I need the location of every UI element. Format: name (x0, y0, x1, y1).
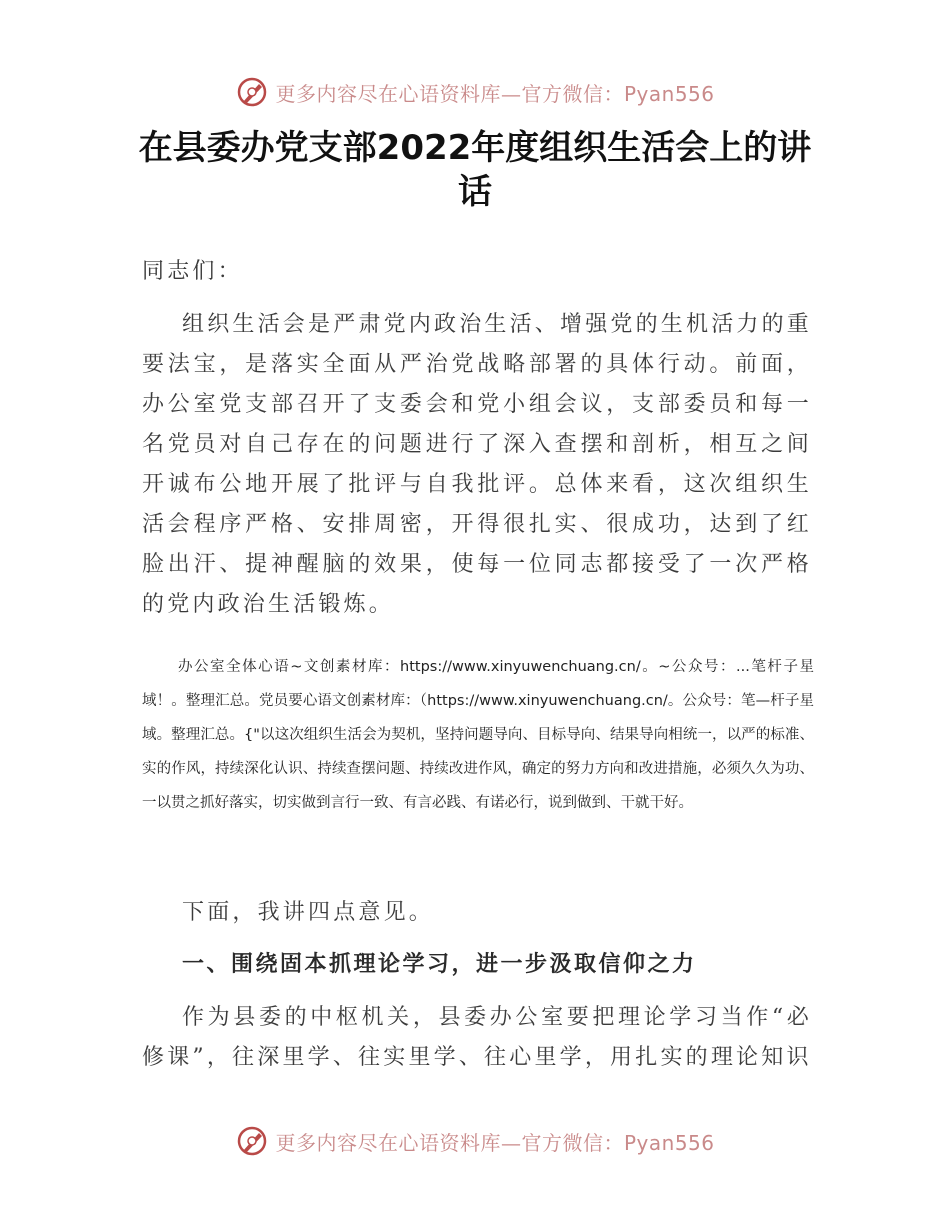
footer-watermark (0, 1121, 950, 1161)
header-watermark (0, 72, 950, 112)
watermark-handle: Pyan556 (623, 81, 715, 106)
watermark-text: 更多内容尽在心语资料库—官方微信：Pyan556 (275, 81, 715, 106)
paragraph-1: 组织生活会是严肃党内政治生活、增强党的生机活力的重要法宝，是落实全面从严治党战略部署的具体行动。前面，办公室党支部召开了支委会和党小组会议，支部委员和每一名党员对自己存在的问题进行了深入查摆和剖析，相互之间开诚布公地开展了批评与自我批评。总体来看，这次组织生活会程序严格、安排周密，开得很扎实、很成功，达到了红脸出汗、提神醒脑的效果，使每一位同志都接受了一次严格的党内政治生活锻炼。 (142, 312, 813, 617)
intro-line: 下面，我讲四点意见。 (182, 900, 435, 925)
section-1-heading: 一、围绕固本抓理论学习，进一步汲取信仰之力 (182, 952, 697, 977)
pen-logo-icon (235, 1124, 269, 1158)
pen-logo-icon (235, 75, 269, 109)
paragraph-2: 作为县委的中枢机关，县委办公室要把理论学习当作“必修课”，往深里学、往实里学、往心里学，用扎实的理论知识 (142, 1005, 812, 1070)
document-title: 在县委办党支部2022年度组织生活会上的讲话 (138, 128, 812, 212)
greeting: 同志们： (142, 259, 243, 284)
watermark-text: 更多内容尽在心语资料库—官方微信：Pyan556 (275, 1130, 715, 1155)
watermark-handle: Pyan556 (623, 1130, 715, 1155)
inserted-note: 办公室全体心语~文创素材库：https://www.xinyuwenchuang.cn/。~公众号：...笔杆子星域！。整理汇总。党员要心语文创素材库：（https://www.xinyuwenchuang.cn/。公众号：笔—杆子星域。整理汇总。{"以这次组织生活会为契机，坚持问题导向、目标导向、结果导向相统一，以严的标准、实的作风，持续深化认识、持续查摆问题、持续改进作风，确定的努力方向和改进措施，必须久久为功、一以贯之抓好落实，切实做到言行一致、有言必践、有诺必行，说到做到、干就干好。 (142, 659, 814, 811)
